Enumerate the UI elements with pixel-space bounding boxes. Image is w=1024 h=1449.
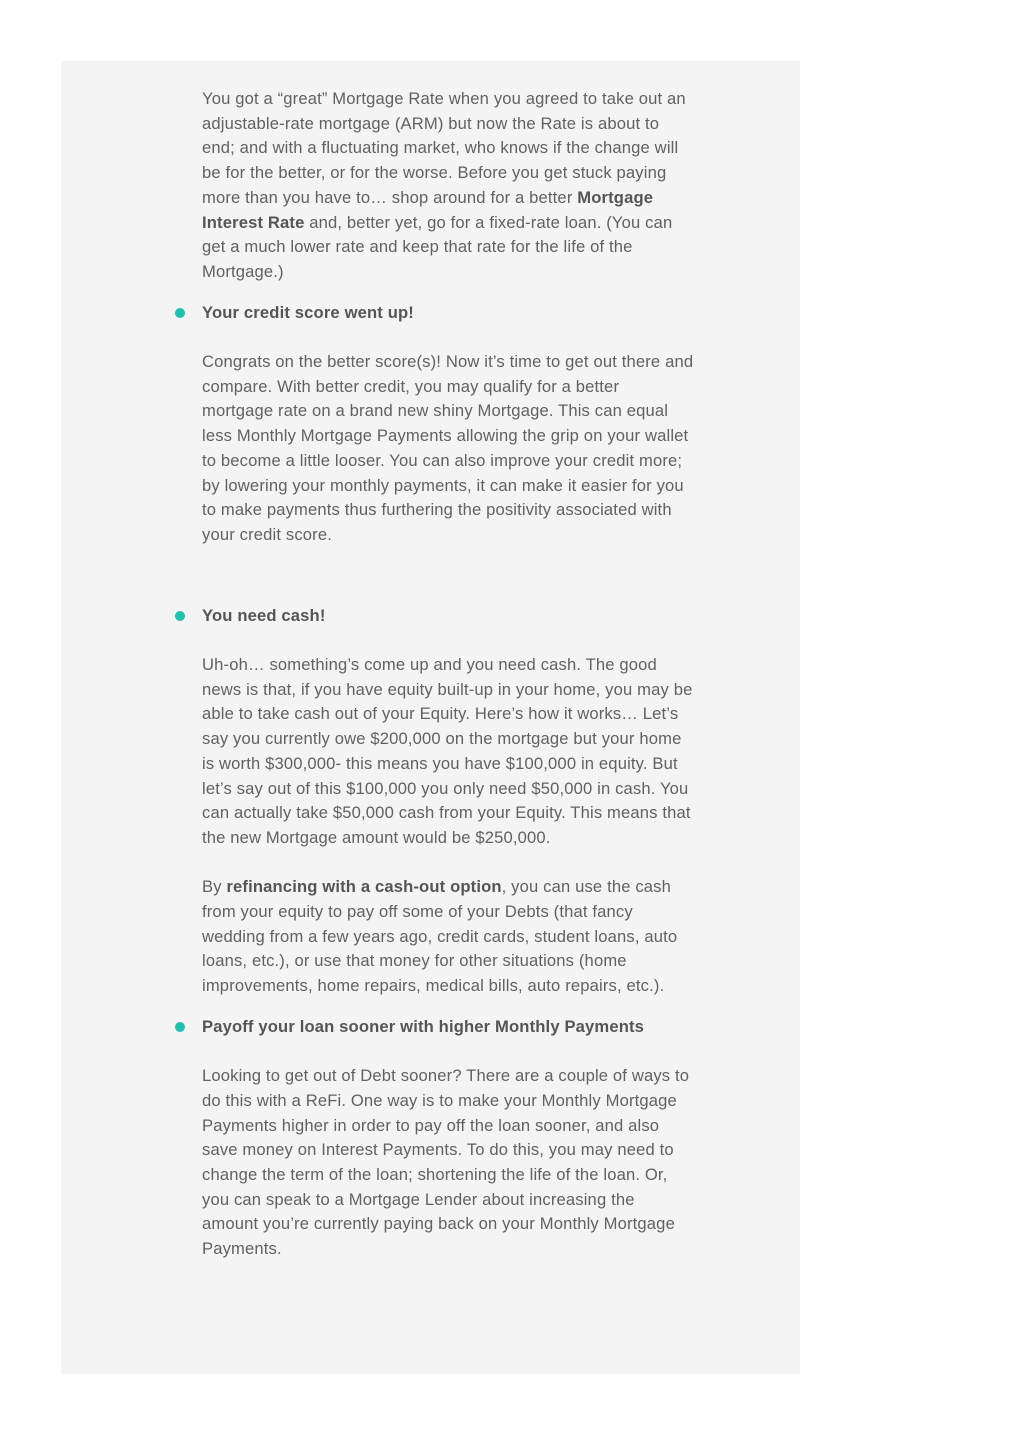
section-body-cash-2 (202, 875, 694, 999)
section-heading-payoff (202, 1015, 694, 1040)
bullet-dot-icon (175, 611, 185, 621)
section-body-cash: Uh-oh… something’s come up and you need cash. The good news is that, if you have equity built-up in your home, you may be able to take cash out of your Equity. Here’s how it works… Let’s say you currently owe $200,000 on the mortgage but your home is worth $300,000- this means you have $100,000 in equity. But let’s say out of this $100,000 you only need $50,000 in cash. You can actually take $50,000 cash from your Equity. This means that the new Mortgage amount would be $250,000. (202, 655, 693, 847)
section-heading-label: You need cash! (202, 605, 326, 625)
intro-paragraph (202, 87, 694, 285)
intro-text-end: and, better yet, go for a fixed-rate loan. (You can get a much lower rate and keep that rate for the life of the Mortgage.) (202, 212, 673, 281)
intro-text: You got a “great” Mortgage Rate when you agreed to take out an adjustable-rate mortgage (ARM) but now the Rate is about to end; and with a fluctuating market, who knows if the change will be for the better, or for the worse. Before you get stuck paying more than you have to… shop around for a better (202, 89, 686, 207)
bullet-dot-icon (175, 308, 185, 318)
cash-text-end: , you can use the cash from your equity to pay off some of your Debts (that fancy wedding from a few years ago, credit cards, student loans, auto loans, etc.), or use that money for other situations (home improvements, home repairs, medical bills, auto repairs, etc.). (202, 877, 678, 996)
section-body-credit: Congrats on the better score(s)! Now it’s time to get out there and compare. With better credit, you may qualify for a better mortgage rate on a brand new shiny Mortgage. This can equal less Monthly Mortgage Payments allowing the grip on your wallet to become a little looser. You can also improve your credit more; by lowering your monthly payments, it can make it easier for you to make payments thus furthering the positivity associated with your credit score. (202, 352, 694, 544)
cash-text: By (202, 877, 227, 897)
cash-bold: refinancing with a cash-out option (226, 877, 502, 897)
section-heading-cash (202, 604, 694, 629)
section-heading-label: Your credit score went up! (202, 302, 414, 322)
article-body (202, 87, 694, 1262)
bullet-dot-icon (175, 1022, 185, 1032)
intro-bold: Mortgage Interest Rate (202, 187, 654, 232)
section-heading-credit (202, 301, 694, 326)
section-body-payoff: Looking to get out of Debt sooner? There are a couple of ways to do this with a ReFi. One way is to make your Monthly Mortgage Payments higher in order to pay off the loan sooner, and also save money on Interest Payments. To do this, you may need to change the term of the loan; shortening the life of the loan. Or, you can speak to a Mortgage Lender about increasing the amount you’re currently paying back on your Monthly Mortgage Payments. (202, 1066, 690, 1259)
section-heading-label: Payoff your loan sooner with higher Monthly Payments (202, 1016, 645, 1036)
